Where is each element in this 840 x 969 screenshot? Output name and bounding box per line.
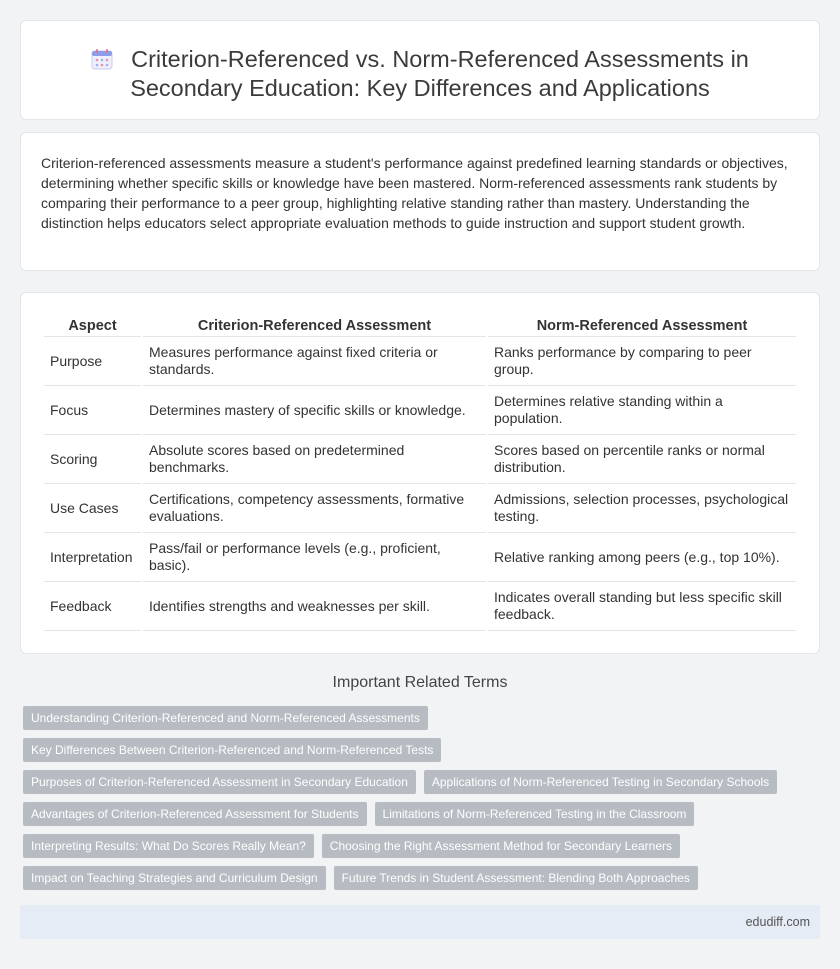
table-row — [44, 386, 796, 435]
comparison-table — [42, 309, 798, 631]
cell-aspect: Interpretation — [44, 533, 141, 582]
cell-norm: Ranks performance by comparing to peer group. — [488, 337, 796, 386]
related-term-link[interactable]: Future Trends in Student Assessment: Blending Both Approaches — [334, 866, 698, 890]
related-term-link[interactable]: Impact on Teaching Strategies and Curriculum Design — [23, 866, 326, 890]
cell-norm: Scores based on percentile ranks or normal distribution. — [488, 435, 796, 484]
cell-aspect: Scoring — [44, 435, 141, 484]
cell-criterion: Measures performance against fixed criteria or standards. — [143, 337, 486, 386]
related-term-link[interactable]: Understanding Criterion-Referenced and Norm-Referenced Assessments — [23, 706, 428, 730]
tag-row — [23, 866, 813, 890]
related-term-link[interactable]: Advantages of Criterion-Referenced Assessment for Students — [23, 802, 367, 826]
header-criterion: Criterion-Referenced Assessment — [143, 309, 486, 337]
related-term-link[interactable]: Interpreting Results: What Do Scores Really Mean? — [23, 834, 314, 858]
intro-paragraph: Criterion-referenced assessments measure a student's performance against predefined learning standards or objectives, determining whether specific skills or knowledge have been mastered. Norm-referenced assessments rank students by comparing their performance to a peer group, highlighting relative standing rather than mastery. Understanding the distinction helps educators select appropriate evaluation methods to guide instruction and support student growth. — [41, 155, 788, 231]
cell-aspect: Use Cases — [44, 484, 141, 533]
related-term-link[interactable]: Choosing the Right Assessment Method for Secondary Learners — [322, 834, 680, 858]
title-line-2: Secondary Education: Key Differences and Applications — [130, 75, 710, 101]
cell-criterion: Absolute scores based on predetermined benchmarks. — [143, 435, 486, 484]
cell-norm: Relative ranking among peers (e.g., top 10%). — [488, 533, 796, 582]
table-row — [44, 533, 796, 582]
related-term-link[interactable]: Limitations of Norm-Referenced Testing in the Classroom — [375, 802, 695, 826]
intro-card — [20, 132, 820, 271]
header-aspect: Aspect — [44, 309, 141, 337]
related-term-link[interactable]: Purposes of Criterion-Referenced Assessment in Secondary Education — [23, 770, 416, 794]
cell-aspect: Feedback — [44, 582, 141, 631]
table-row — [44, 337, 796, 386]
footer — [20, 905, 820, 939]
comparison-table-card — [20, 292, 820, 654]
cell-norm: Determines relative standing within a population. — [488, 386, 796, 435]
table-row — [44, 582, 796, 631]
header-norm: Norm-Referenced Assessment — [488, 309, 796, 337]
table-row — [44, 484, 796, 533]
cell-norm: Indicates overall standing but less specific skill feedback. — [488, 582, 796, 631]
tag-row — [23, 770, 813, 794]
cell-aspect: Purpose — [44, 337, 141, 386]
table-row — [44, 435, 796, 484]
footer-site-link[interactable]: edudiff.com — [745, 915, 810, 929]
cell-norm: Admissions, selection processes, psychological testing. — [488, 484, 796, 533]
related-terms-title: Important Related Terms — [332, 674, 508, 691]
tag-row — [23, 706, 813, 730]
cell-aspect: Focus — [44, 386, 141, 435]
title-line-1: Criterion-Referenced vs. Norm-Referenced Assessments in — [131, 46, 749, 72]
cell-criterion: Determines mastery of specific skills or knowledge. — [143, 386, 486, 435]
cell-criterion: Identifies strengths and weaknesses per skill. — [143, 582, 486, 631]
related-term-link[interactable]: Key Differences Between Criterion-Referenced and Norm-Referenced Tests — [23, 738, 441, 762]
title-card — [20, 20, 820, 120]
page-title — [21, 45, 819, 103]
tag-row — [23, 834, 813, 858]
cell-criterion: Certifications, competency assessments, formative evaluations. — [143, 484, 486, 533]
tag-row — [23, 738, 813, 762]
related-term-link[interactable]: Applications of Norm-Referenced Testing in Secondary Schools — [424, 770, 777, 794]
tag-row — [23, 802, 813, 826]
table-header-row — [44, 309, 796, 337]
calendar-icon — [91, 48, 113, 70]
related-terms-list — [23, 706, 813, 898]
cell-criterion: Pass/fail or performance levels (e.g., proficient, basic). — [143, 533, 486, 582]
